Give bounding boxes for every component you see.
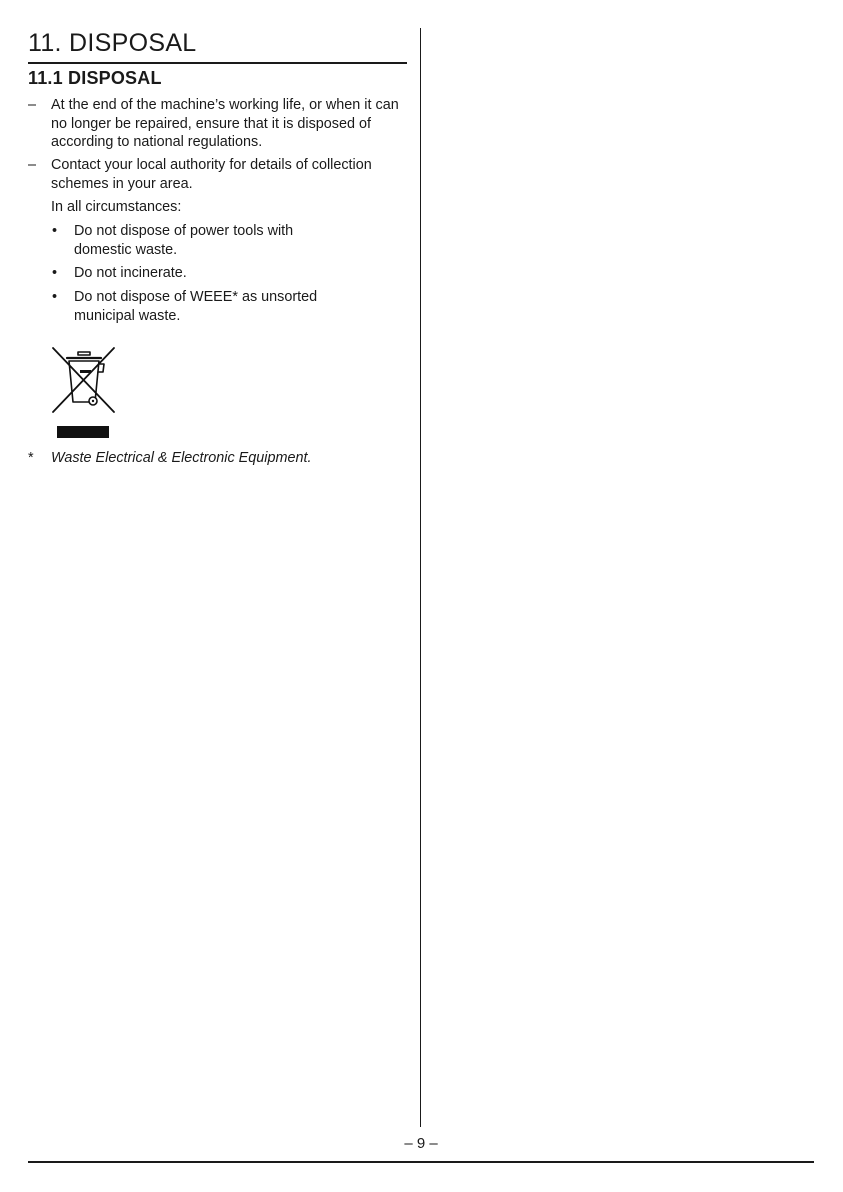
crossed-out-wheeled-bin-icon xyxy=(50,344,118,416)
paragraph-local-authority xyxy=(28,156,408,193)
title-underline xyxy=(28,62,407,64)
page-number: – 9 – xyxy=(404,1135,438,1152)
dash-marker: – xyxy=(28,157,37,173)
bullet-text: Do not incinerate. xyxy=(74,265,187,281)
weee-underline-bar xyxy=(57,426,109,438)
footnote-text: Waste Electrical & Electronic Equipment. xyxy=(51,450,312,466)
bullet-item xyxy=(51,264,351,283)
bullet-marker: • xyxy=(52,289,58,305)
footnote-marker: * xyxy=(28,450,34,466)
paragraph-text: Contact your local authority for details of collection schemes in your area. xyxy=(51,157,372,192)
subsection-title: 11.1 DISPOSAL xyxy=(28,68,162,88)
column-divider xyxy=(420,28,421,1127)
dash-marker: – xyxy=(28,97,37,113)
bullet-item xyxy=(51,288,351,325)
bullet-text: Do not dispose of power tools with domestic waste. xyxy=(74,223,294,258)
bullet-text: Do not dispose of WEEE* as unsorted municipal waste. xyxy=(74,289,318,324)
bullet-marker: • xyxy=(52,223,58,239)
circumstances-intro: In all circumstances: xyxy=(51,199,182,215)
section-title: 11. DISPOSAL xyxy=(28,29,197,57)
footer-rule xyxy=(28,1161,814,1163)
paragraph-end-of-life xyxy=(28,96,408,152)
paragraph-text: At the end of the machine’s working life, or when it can no longer be repaired, ensure that it is disposed of according to national regulations. xyxy=(51,97,399,150)
bullet-marker: • xyxy=(52,265,58,281)
bullet-item xyxy=(51,222,351,259)
footnote xyxy=(28,449,408,468)
